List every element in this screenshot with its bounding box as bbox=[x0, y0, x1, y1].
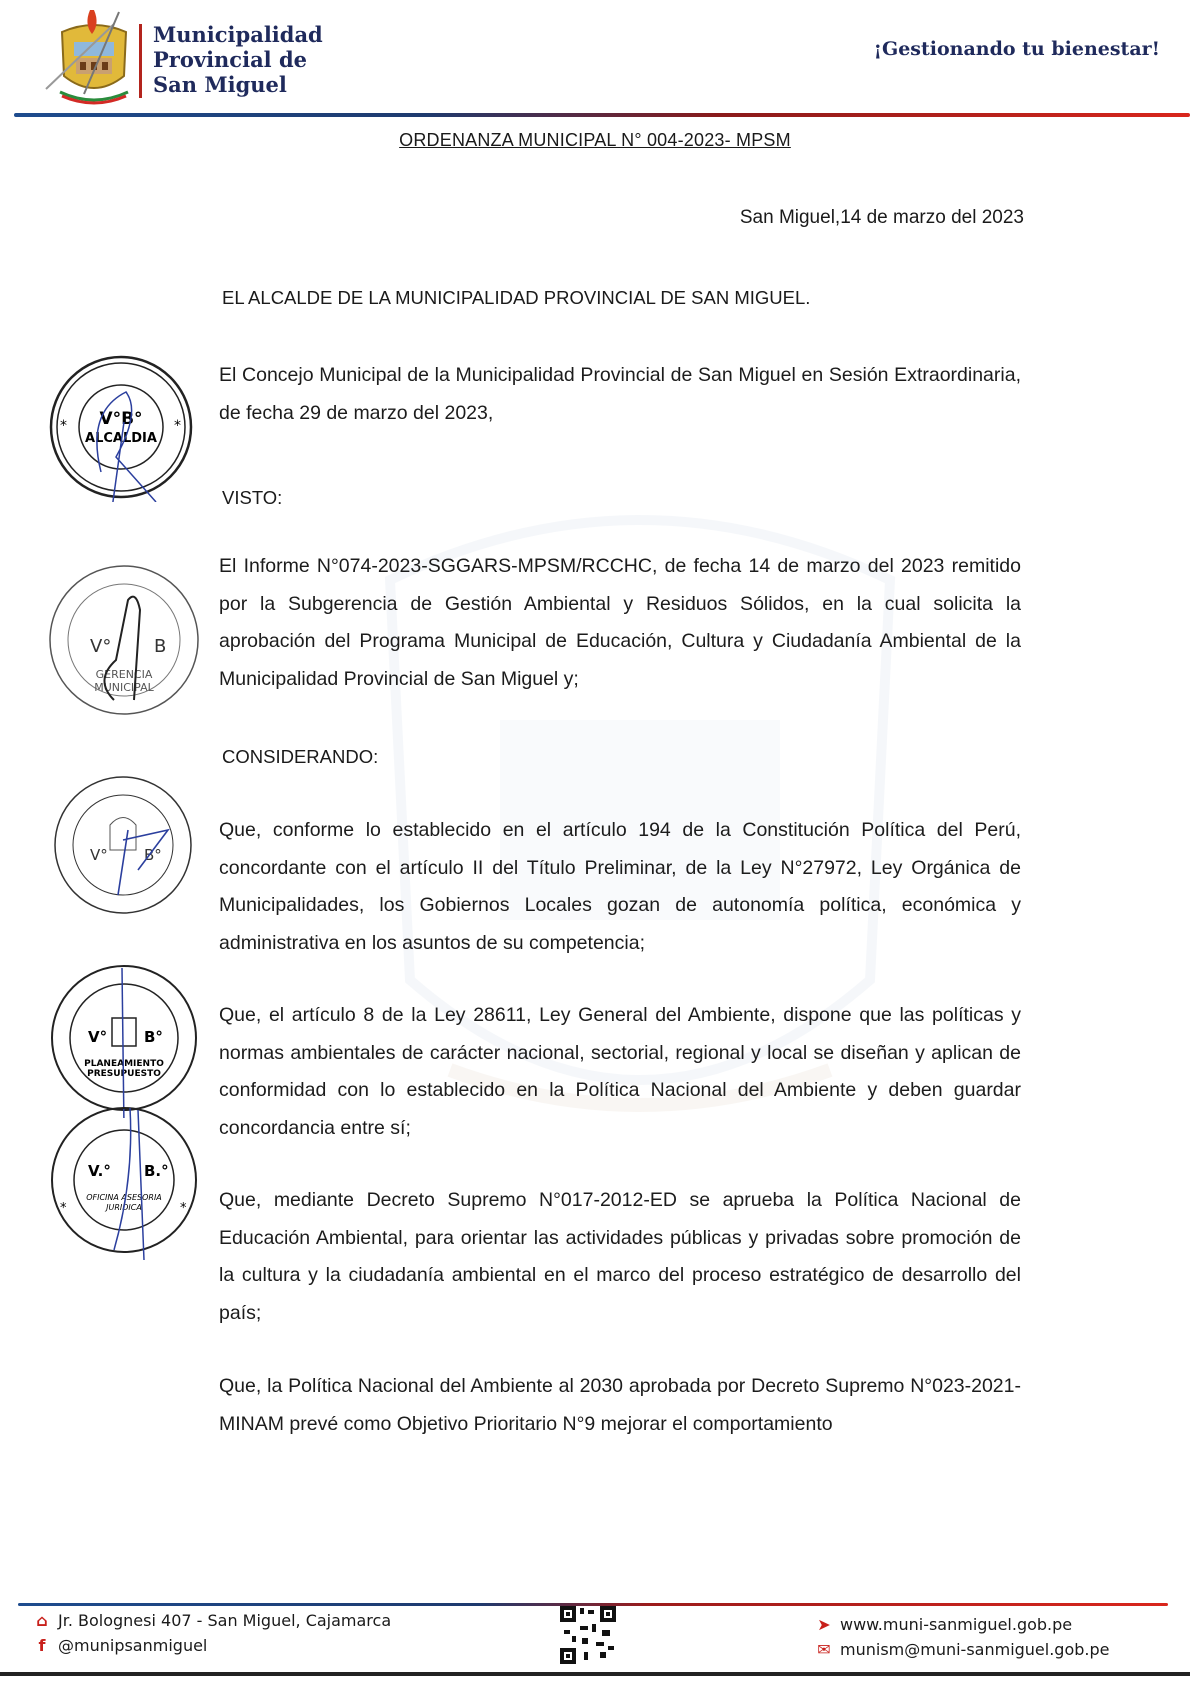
environment-office-stamp bbox=[48, 770, 198, 920]
alcaldia-approval-stamp bbox=[46, 352, 196, 502]
considerando-paragraph: Que, la Política Nacional del Ambiente al 2030 aprobada por Decreto Supremo N°023-2021-MINAM prevé como Objetivo Prioritario N°9 mejorar el comportamiento bbox=[219, 1375, 1021, 1435]
brand-line-3: San Miguel bbox=[153, 72, 287, 97]
svg-text:MUNICIPAL: MUNICIPAL bbox=[94, 681, 154, 694]
footer-facebook[interactable] bbox=[34, 1636, 207, 1655]
visto-heading: VISTO: bbox=[222, 487, 283, 508]
svg-text:B°: B° bbox=[144, 846, 162, 864]
svg-text:PRESUPUESTO: PRESUPUESTO bbox=[87, 1069, 161, 1079]
qr-code bbox=[560, 1606, 616, 1664]
authority-heading: EL ALCALDE DE LA MUNICIPALIDAD PROVINCIAL DE SAN MIGUEL. bbox=[222, 287, 811, 308]
svg-text:*: * bbox=[60, 1201, 67, 1216]
svg-text:B.°: B.° bbox=[144, 1162, 169, 1180]
legal-office-stamp bbox=[44, 1100, 204, 1260]
svg-text:*: * bbox=[60, 418, 67, 434]
brand-divider bbox=[139, 24, 142, 98]
visto-paragraph: El Informe N°074-2023-SGGARS-MPSM/RCCHC, de fecha 14 de marzo del 2023 remitido por la Subgerencia de Gestión Ambiental y Residuos Sólidos, en la cual solicita la aprobación del Programa Municipal de Educación, Cultura y Ciudadanía Ambiental de la Municipalidad Provincial de San Miguel y; bbox=[219, 555, 1021, 690]
svg-text:*: * bbox=[180, 1201, 187, 1216]
svg-text:V°B°: V°B° bbox=[99, 409, 143, 429]
municipal-crest-logo bbox=[44, 4, 144, 114]
facebook-icon: f bbox=[38, 1636, 46, 1655]
document-date: San Miguel,14 de marzo del 2023 bbox=[739, 207, 1024, 228]
intro-paragraph: El Concejo Municipal de la Municipalidad Provincial de San Miguel en Sesión Extraordinaria, de fecha 29 de marzo del 2023, bbox=[219, 364, 1021, 424]
facebook-handle[interactable]: @munipsanmiguel bbox=[58, 1636, 208, 1655]
svg-text:OFICINA ASESORIA: OFICINA ASESORIA bbox=[86, 1193, 162, 1202]
gerencia-approval-stamp bbox=[44, 560, 204, 720]
brand-line-2: Provincial de bbox=[153, 47, 308, 72]
considerando-heading: CONSIDERANDO: bbox=[222, 746, 379, 767]
brand-line-1: Municipalidad bbox=[153, 22, 323, 47]
considerando-paragraph: Que, mediante Decreto Supremo N°017-2012-ED se aprueba la Política Nacional de Educación Ambiental, para orientar las actividades públicas y privadas sobre promoción de la cultura y la ciudadanía ambiental en el marco del proceso estratégico de desarrollo del país; bbox=[219, 1189, 1021, 1324]
footer-address bbox=[34, 1611, 391, 1630]
header-rule bbox=[14, 113, 1190, 117]
website-link[interactable]: www.muni-sanmiguel.gob.pe bbox=[840, 1615, 1073, 1634]
svg-text:*: * bbox=[174, 418, 181, 434]
svg-text:ALCALDIA: ALCALDIA bbox=[85, 431, 157, 446]
cursor-icon: ➤ bbox=[817, 1615, 831, 1634]
email-link[interactable]: munism@muni-sanmiguel.gob.pe bbox=[840, 1640, 1110, 1659]
considerando-paragraph: Que, el artículo 8 de la Ley 28611, Ley General del Ambiente, dispone que las políticas y normas ambientales de carácter nacional, sectorial, regional y local se diseñan y aplican de conformidad con lo establecido en la Política Nacional del Ambiente y deben guardar concordancia entre sí; bbox=[219, 1004, 1021, 1139]
svg-text:JURIDICA: JURIDICA bbox=[106, 1203, 142, 1212]
ordinance-title: ORDENANZA MUNICIPAL N° 004-2023- MPSM bbox=[399, 130, 791, 150]
svg-text:PLANEAMIENTO: PLANEAMIENTO bbox=[84, 1059, 164, 1069]
considerando-paragraph: Que, conforme lo establecido en el artículo 194 de la Constitución Política del Perú, concordante con el artículo II del Título Preliminar, de la Ley N°27972, Ley Orgánica de Municipalidades, los Gobiernos Locales gozan de autonomía política, económica y administrativa en los asuntos de su competencia; bbox=[219, 819, 1021, 954]
svg-text:V°: V° bbox=[88, 1028, 108, 1046]
footer-bottom-rule bbox=[0, 1672, 1190, 1676]
svg-text:GERENCIA: GERENCIA bbox=[95, 668, 153, 681]
planning-budget-stamp bbox=[44, 958, 204, 1118]
home-icon: ⌂ bbox=[36, 1611, 48, 1630]
mail-icon: ✉ bbox=[817, 1640, 831, 1659]
svg-text:V°: V° bbox=[90, 846, 108, 864]
svg-text:V°: V° bbox=[90, 636, 112, 657]
municipality-name bbox=[153, 22, 323, 97]
slogan: ¡Gestionando tu bienestar! bbox=[873, 38, 1160, 60]
svg-text:V.°: V.° bbox=[88, 1162, 111, 1180]
footer-website[interactable] bbox=[816, 1615, 1072, 1634]
svg-text:B°: B° bbox=[144, 1028, 163, 1046]
svg-text:B: B bbox=[154, 636, 167, 657]
footer-email[interactable] bbox=[816, 1640, 1110, 1659]
address-text: Jr. Bolognesi 407 - San Miguel, Cajamarca bbox=[58, 1611, 392, 1630]
